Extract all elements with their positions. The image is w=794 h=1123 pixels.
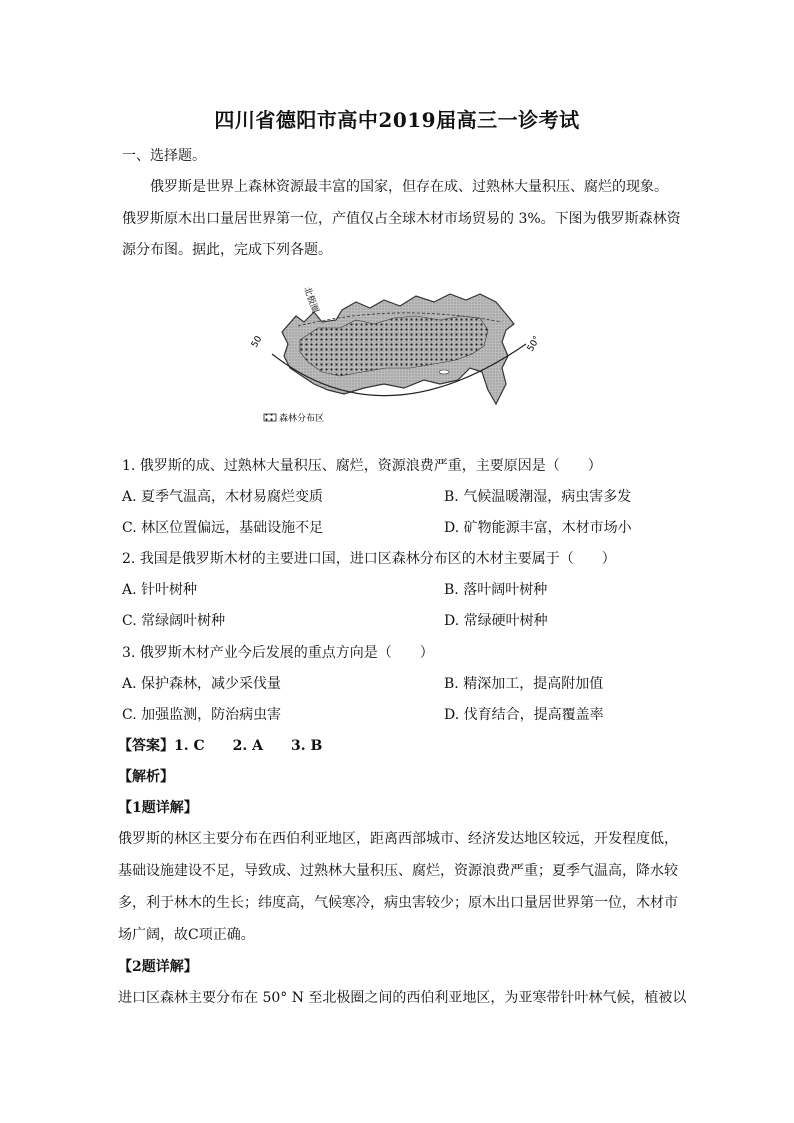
question-3-stem: 3. 俄罗斯木材产业今后发展的重点方向是（ ） xyxy=(122,645,434,661)
q3-option-b: B. 精深加工，提高附加值 xyxy=(444,676,604,692)
intro-line-2: 俄罗斯原木出口量居世界第一位，产值仅占全球木材市场贸易的 3%。下图为俄罗斯森林资 xyxy=(122,211,681,227)
intro-line-1: 俄罗斯是世界上森林资源最丰富的国家，但存在成、过熟林大量积压、腐烂的现象。 xyxy=(150,179,668,195)
q3-option-d: D. 伐育结合，提高覆盖率 xyxy=(444,707,604,723)
legend-label: 森林分布区 xyxy=(279,414,325,424)
latitude-50-right-label: 50° xyxy=(525,334,543,354)
analysis-heading: 【解析】 xyxy=(118,769,174,785)
q1-option-d: D. 矿物能源丰富，木材市场小 xyxy=(444,520,632,536)
q2-option-d: D. 常绿硬叶树种 xyxy=(444,613,548,629)
q1-detail-heading: 【1题详解】 xyxy=(118,800,198,816)
q2-detail-heading: 【2题详解】 xyxy=(118,959,198,975)
answer-line: 【答案】1. C 2. A 3. B xyxy=(118,738,323,754)
legend-swatch xyxy=(264,414,276,421)
q1-detail-line-1: 俄罗斯的林区主要分布在西伯利亚地区，距离西部城市、经济发达地区较远，开发程度低， xyxy=(118,831,678,847)
q2-option-c: C. 常绿阔叶树种 xyxy=(122,613,226,629)
q3-option-c: C. 加强监测，防治病虫害 xyxy=(122,707,282,723)
q1-detail-line-4: 场广阔，故C项正确。 xyxy=(118,927,255,943)
q1-option-b: B. 气候温暖潮湿，病虫害多发 xyxy=(444,489,632,505)
q1-detail-line-3: 多，利于林木的生长；纬度高，气候寒冷，病虫害较少；原木出口量居世界第一位，木材市 xyxy=(118,895,678,911)
q3-option-a: A. 保护森林，减少采伐量 xyxy=(122,676,282,692)
q2-option-a: A. 针叶树种 xyxy=(122,582,198,598)
intro-line-3: 源分布图。据此，完成下列各题。 xyxy=(122,242,332,258)
russia-forest-map xyxy=(244,272,550,432)
q2-detail-line-1: 进口区森林主要分布在 50° N 至北极圈之间的西伯利亚地区，为亚寒带针叶林气候，植被以 xyxy=(118,990,687,1006)
latitude-50-left-label: 50 xyxy=(249,334,265,350)
q1-option-c: C. 林区位置偏远，基础设施不足 xyxy=(122,520,324,536)
question-1-stem: 1. 俄罗斯的成、过熟林大量积压、腐烂，资源浪费严重，主要原因是（ ） xyxy=(122,458,602,474)
q1-option-a: A. 夏季气温高，木材易腐烂变质 xyxy=(122,489,324,505)
lake xyxy=(439,370,449,374)
q2-option-b: B. 落叶阔叶树种 xyxy=(444,582,548,598)
question-2-stem: 2. 我国是俄罗斯木材的主要进口国，进口区森林分布区的木材主要属于（ ） xyxy=(122,551,616,567)
section-heading: 一、选择题。 xyxy=(122,148,206,164)
q1-detail-line-2: 基础设施建设不足，导致成、过熟林大量积压、腐烂，资源浪费严重；夏季气温高，降水较 xyxy=(118,863,678,879)
arctic-circle-label: 北极圈 xyxy=(301,285,320,315)
page-title: 四川省德阳市高中2019届高三一诊考试 xyxy=(214,108,580,132)
